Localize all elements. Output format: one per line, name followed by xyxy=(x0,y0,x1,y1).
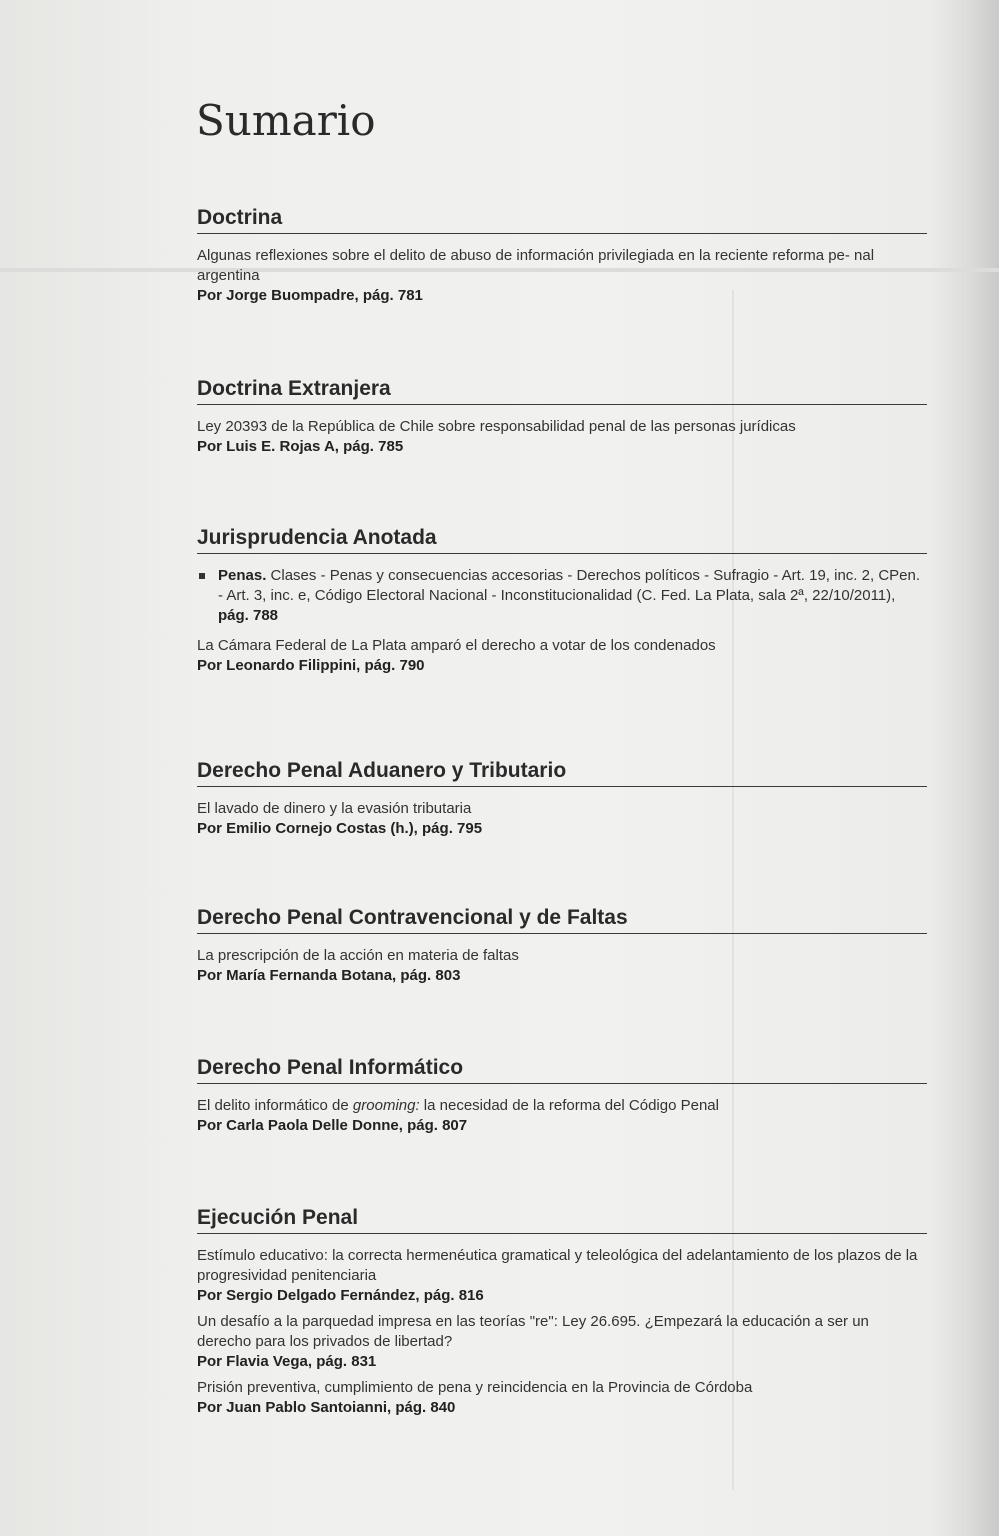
article-author: Por Leonardo Filippini, pág. 790 xyxy=(197,657,425,674)
section-ejecucion-penal xyxy=(197,1205,927,1424)
page-title: Sumario xyxy=(196,96,376,145)
article-title-part: la necesidad de la reforma del Código Penal xyxy=(419,1097,719,1114)
article-title: La prescripción de la acción en materia de faltas xyxy=(197,947,519,964)
article-author: Por Juan Pablo Santoianni, pág. 840 xyxy=(197,1399,456,1416)
article-title: Un desafío a la parquedad impresa en las teorías "re": Ley 26.695. ¿Empezará la educación a ser un derecho para los privados de libertad? xyxy=(197,1313,869,1350)
section-doctrina xyxy=(197,205,927,312)
article-title-part: El delito informático de xyxy=(197,1097,353,1114)
list-item xyxy=(197,1378,927,1418)
article-title: Algunas reflexiones sobre el delito de abuso de información privilegiada en la reciente reforma pe- nal argentina xyxy=(197,247,875,284)
list-item xyxy=(197,246,927,306)
case-description: Clases - Penas y consecuencias accesorias - Derechos políticos - Sufragio - Art. 19, inc. 2, CPen. - Art. 3, inc. e, Código Electoral Nacional - Inconstitucionalidad (C. Fed. La Plata, sala 2ª, 22/10/2011), xyxy=(218,567,921,604)
list-item xyxy=(197,1096,927,1136)
article-title: Ley 20393 de la República de Chile sobre responsabilidad penal de las personas jurídicas xyxy=(197,418,796,435)
list-item xyxy=(197,417,927,457)
article-author: Por Luis E. Rojas A, pág. 785 xyxy=(197,438,404,455)
list-item xyxy=(197,1312,927,1372)
article-title: Estímulo educativo: la correcta hermenéutica gramatical y teleológica del adelantamiento de los plazos de la progresividad penitenciaria xyxy=(197,1247,918,1284)
list-item xyxy=(197,946,927,986)
section-derecho-penal-aduanero xyxy=(197,758,927,845)
section-heading: Jurisprudencia Anotada xyxy=(197,525,927,554)
case-topic: Penas. xyxy=(218,567,267,584)
article-author: Por María Fernanda Botana, pág. 803 xyxy=(197,967,461,984)
section-heading: Derecho Penal Informático xyxy=(197,1055,927,1084)
article-title: El lavado de dinero y la evasión tributaria xyxy=(197,800,472,817)
list-item xyxy=(197,1246,927,1306)
section-derecho-penal-informatico xyxy=(197,1055,927,1142)
bullet-square-icon xyxy=(199,573,205,579)
section-heading: Derecho Penal Contravencional y de Faltas xyxy=(197,905,927,934)
article-author: Por Jorge Buompadre, pág. 781 xyxy=(197,287,423,304)
article-title: Prisión preventiva, cumplimiento de pena y reincidencia en la Provincia de Córdoba xyxy=(197,1379,753,1396)
article-author: Por Sergio Delgado Fernández, pág. 816 xyxy=(197,1287,484,1304)
section-doctrina-extranjera xyxy=(197,376,927,463)
article-author: Por Flavia Vega, pág. 831 xyxy=(197,1353,377,1370)
section-heading: Doctrina Extranjera xyxy=(197,376,927,405)
section-heading: Ejecución Penal xyxy=(197,1205,927,1234)
section-heading: Derecho Penal Aduanero y Tributario xyxy=(197,758,927,787)
case-page: pág. 788 xyxy=(218,607,279,624)
article-author: Por Emilio Cornejo Costas (h.), pág. 795 xyxy=(197,820,483,837)
section-jurisprudencia-anotada xyxy=(197,525,927,682)
article-author: Por Carla Paola Delle Donne, pág. 807 xyxy=(197,1117,468,1134)
article-title xyxy=(197,1096,927,1116)
list-item xyxy=(197,799,927,839)
case-summary xyxy=(197,566,927,626)
article-title-emphasis: grooming: xyxy=(352,1097,420,1114)
section-heading: Doctrina xyxy=(197,205,927,234)
list-item xyxy=(197,636,927,676)
article-title: La Cámara Federal de La Plata amparó el derecho a votar de los condenados xyxy=(197,637,716,654)
section-derecho-penal-contravencional xyxy=(197,905,927,992)
